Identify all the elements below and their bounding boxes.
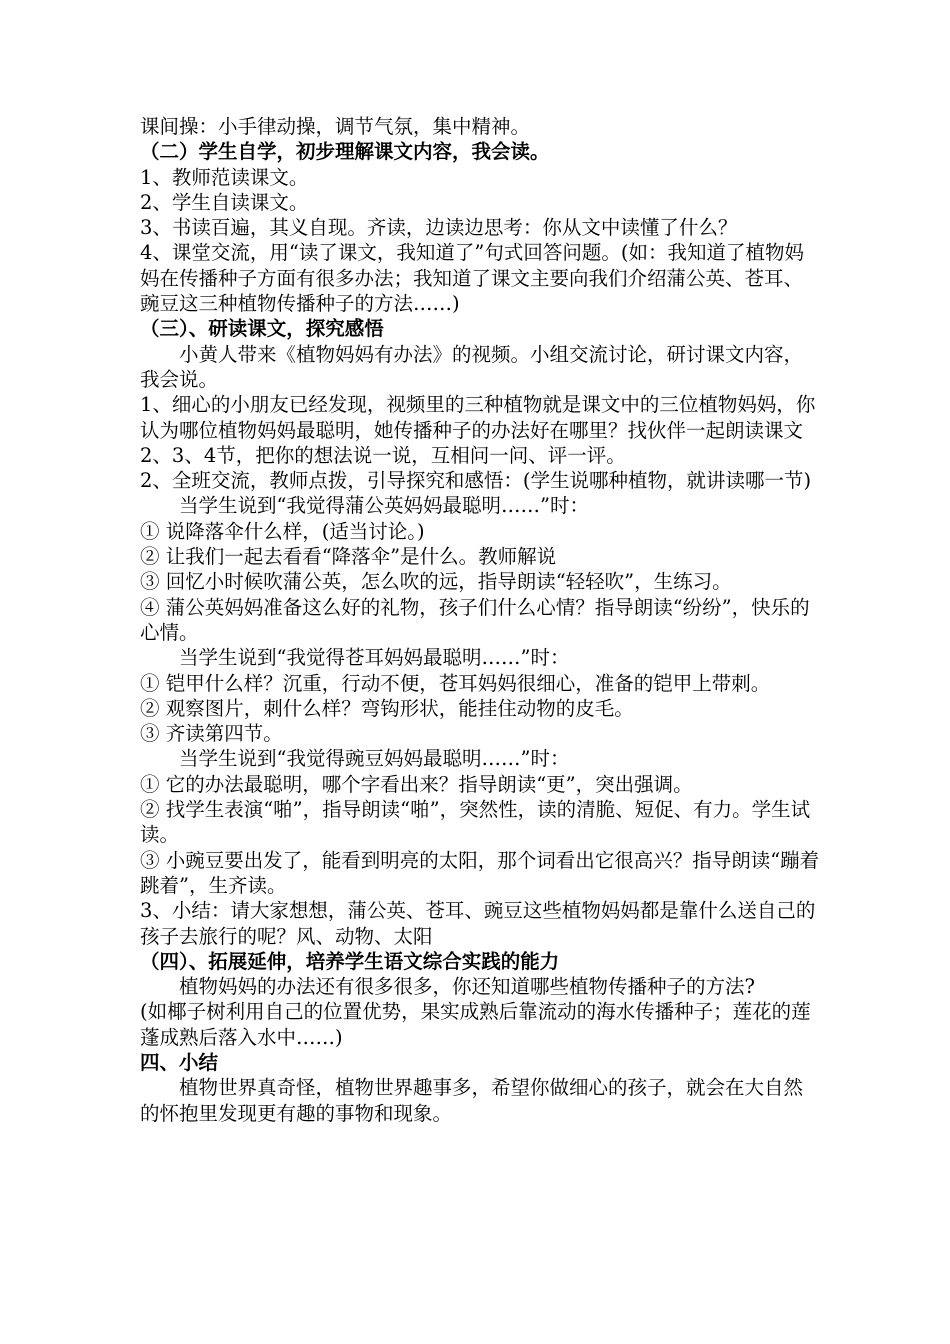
paragraph: 当学生说到“我觉得苍耳妈妈最聪明……”时：	[179, 646, 570, 670]
paragraph: 2、全班交流，教师点拨，引导探究和感悟：(学生说哪种植物，就讲读哪一节)	[140, 469, 812, 493]
paragraph: 课间操：小手律动操，调节气氛，集中精神。	[140, 115, 531, 138]
section-heading: 四、小结	[140, 1050, 219, 1074]
paragraph: 3、小结：请大家想想，蒲公英、苍耳、豌豆这些植物妈妈都是靠什么送自己的孩子去旅行的呢？风、动物、太阳	[140, 899, 816, 948]
paragraph: 当学生说到“我觉得蒲公英妈妈最聪明……”时：	[179, 494, 589, 518]
paragraph: 植物世界真奇怪，植物世界趣事多，希望你做细心的孩子，就会在大自然的怀抱里发现更有趣的事物和现象。	[140, 1076, 804, 1125]
list-item: ① 说降落伞什么样，(适当讨论。)	[140, 519, 425, 543]
list-item: ③ 齐读第四节。	[140, 722, 283, 746]
paragraph: (如椰子树利用自己的位置优势，果实成熟后靠流动的海水传播种子；莲花的莲蓬成熟后落入水中……)	[140, 1000, 811, 1049]
list-item: ③ 小豌豆要出发了，能看到明亮的太阳，那个词看出它很高兴？指导朗读“蹦着跳着”，生齐读。	[140, 848, 820, 897]
list-item: ① 它的办法最聪明，哪个字看出来？指导朗读“更”，突出强调。	[140, 772, 693, 796]
list-item: ④ 蒲公英妈妈准备这么好的礼物，孩子们什么心情？指导朗读“纷纷”，快乐的心情。	[140, 595, 810, 644]
list-item: ② 观察图片，刺什么样？弯钩形状，能挂住动物的皮毛。	[140, 696, 634, 720]
list-item: ③ 回忆小时候吹蒲公英，怎么吹的远，指导朗读“轻轻吹”，生练习。	[140, 570, 732, 594]
section-heading: （二）学生自学，初步理解课文内容，我会读。	[140, 140, 550, 164]
paragraph: 2、学生自读课文。	[140, 190, 309, 214]
paragraph: 3、书读百遍，其义自现。齐读，边读边思考：你从文中读懂了什么？	[140, 216, 738, 240]
section-heading: （三）、研读课文，探究感悟	[140, 317, 384, 341]
section-heading: （四）、拓展延伸，培养学生语文综合实践的能力	[140, 949, 560, 973]
list-item: ② 让我们一起去看看“降落伞”是什么。教师解说	[140, 545, 557, 569]
document-body	[140, 114, 820, 1126]
paragraph: 当学生说到“我觉得豌豆妈妈最聪明……”时：	[179, 747, 570, 771]
paragraph: 小黄人带来《植物妈妈有办法》的视频。小组交流讨论，研讨课文内容，我会说。	[140, 342, 804, 391]
list-item: ② 找学生表演“啪”，指导朗读“啪”，突然性，读的清脆、短促、有力。学生试读。	[140, 798, 811, 847]
paragraph: 1、教师范读课文。	[140, 165, 309, 189]
paragraph: 4、课堂交流，用“读了课文，我知道了”句式回答问题。(如：我知道了植物妈妈在传播种子方面有很多办法；我知道了课文主要向我们介绍蒲公英、苍耳、豌豆这三种植物传播种子的方法……)	[140, 241, 804, 316]
paragraph: 1、细心的小朋友已经发现，视频里的三种植物就是课文中的三位植物妈妈，你认为哪位植物妈妈最聪明，她传播种子的办法好在哪里？找伙伴一起朗读课文2、3、4节，把你的想法说一说，互相问一问、评一评。	[140, 393, 816, 467]
paragraph: 植物妈妈的办法还有很多很多，你还知道哪些植物传播种子的方法?	[179, 975, 755, 999]
list-item: ① 铠甲什么样？沉重，行动不便，苍耳妈妈很细心，准备的铠甲上带刺。	[140, 671, 771, 695]
